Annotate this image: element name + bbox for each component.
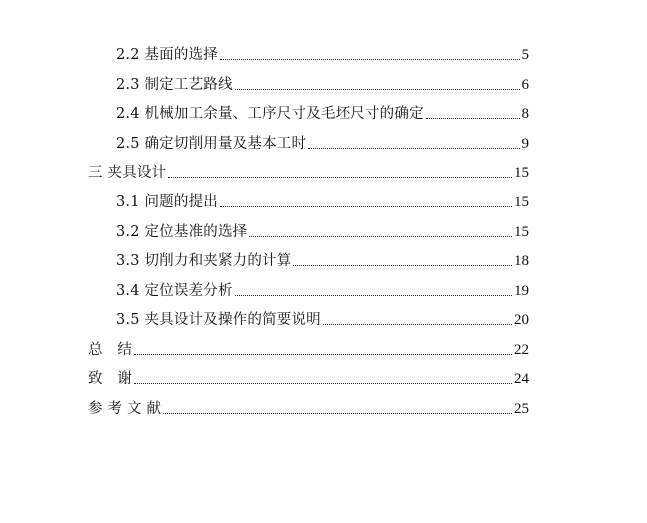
toc-entry-page: 5 <box>521 47 529 63</box>
dot-leader <box>308 148 519 149</box>
dot-leader <box>134 383 512 384</box>
toc-entry-conclusion <box>88 337 529 359</box>
toc-entry-2-5 <box>116 131 529 153</box>
toc-entry-2-2 <box>116 42 529 64</box>
toc-entry-2-3 <box>116 72 529 94</box>
toc-entry-title: 2.3 制定工艺路线 <box>116 77 233 93</box>
toc-entry-page: 24 <box>514 371 529 387</box>
dot-leader <box>163 413 512 414</box>
toc-entry-page: 22 <box>514 342 529 358</box>
toc-entry-page: 15 <box>514 194 529 210</box>
toc-entry-title: 3.4 定位误差分析 <box>116 283 233 299</box>
toc-entry-page: 8 <box>521 106 529 122</box>
dot-leader <box>220 206 512 207</box>
toc-entry-page: 15 <box>514 224 529 240</box>
toc-entry-page: 19 <box>514 283 529 299</box>
toc-entry-title: 总 结 <box>88 342 133 358</box>
toc-entry-3-2 <box>116 219 529 241</box>
toc-entry-page: 25 <box>514 401 529 417</box>
toc-entry-title: 2.2 基面的选择 <box>116 47 218 63</box>
toc-entry-references <box>88 396 529 418</box>
dot-leader <box>249 236 512 237</box>
toc-entry-page: 18 <box>514 253 529 269</box>
toc-entry-3-3 <box>116 248 529 270</box>
dot-leader <box>134 354 512 355</box>
toc-entry-title: 2.5 确定切削用量及基本工时 <box>116 136 307 152</box>
toc-entry-title: 2.4 机械加工余量、工序尺寸及毛坯尺寸的确定 <box>116 106 424 122</box>
toc-entry-acknowledgements <box>88 366 529 388</box>
toc-entry-2-4 <box>116 101 529 123</box>
dot-leader <box>168 177 512 178</box>
toc-entry-title: 3.5 夹具设计及操作的简要说明 <box>116 312 321 328</box>
toc-entry-page: 20 <box>514 312 529 328</box>
toc-entry-page: 15 <box>514 165 529 181</box>
toc-entry-3-5 <box>116 307 529 329</box>
dot-leader <box>426 118 520 119</box>
dot-leader <box>293 265 512 266</box>
dot-leader <box>220 59 520 60</box>
toc-entry-3-4 <box>116 278 529 300</box>
toc-entry-title: 3.3 切削力和夹紧力的计算 <box>116 253 292 269</box>
toc-entry-title: 参 考 文 献 <box>88 401 162 417</box>
toc-entry-title: 三 夹具设计 <box>88 165 167 181</box>
toc-entry-page: 9 <box>521 136 529 152</box>
toc-entry-3-1 <box>116 189 529 211</box>
toc-entry-title: 3.1 问题的提出 <box>116 194 218 210</box>
dot-leader <box>235 295 512 296</box>
dot-leader <box>235 89 520 90</box>
toc-entry-title: 致 谢 <box>88 371 133 387</box>
dot-leader <box>323 324 512 325</box>
toc-entry-title: 3.2 定位基准的选择 <box>116 224 248 240</box>
toc-entry-page: 6 <box>521 77 529 93</box>
toc-entry-chapter-3 <box>88 160 529 182</box>
